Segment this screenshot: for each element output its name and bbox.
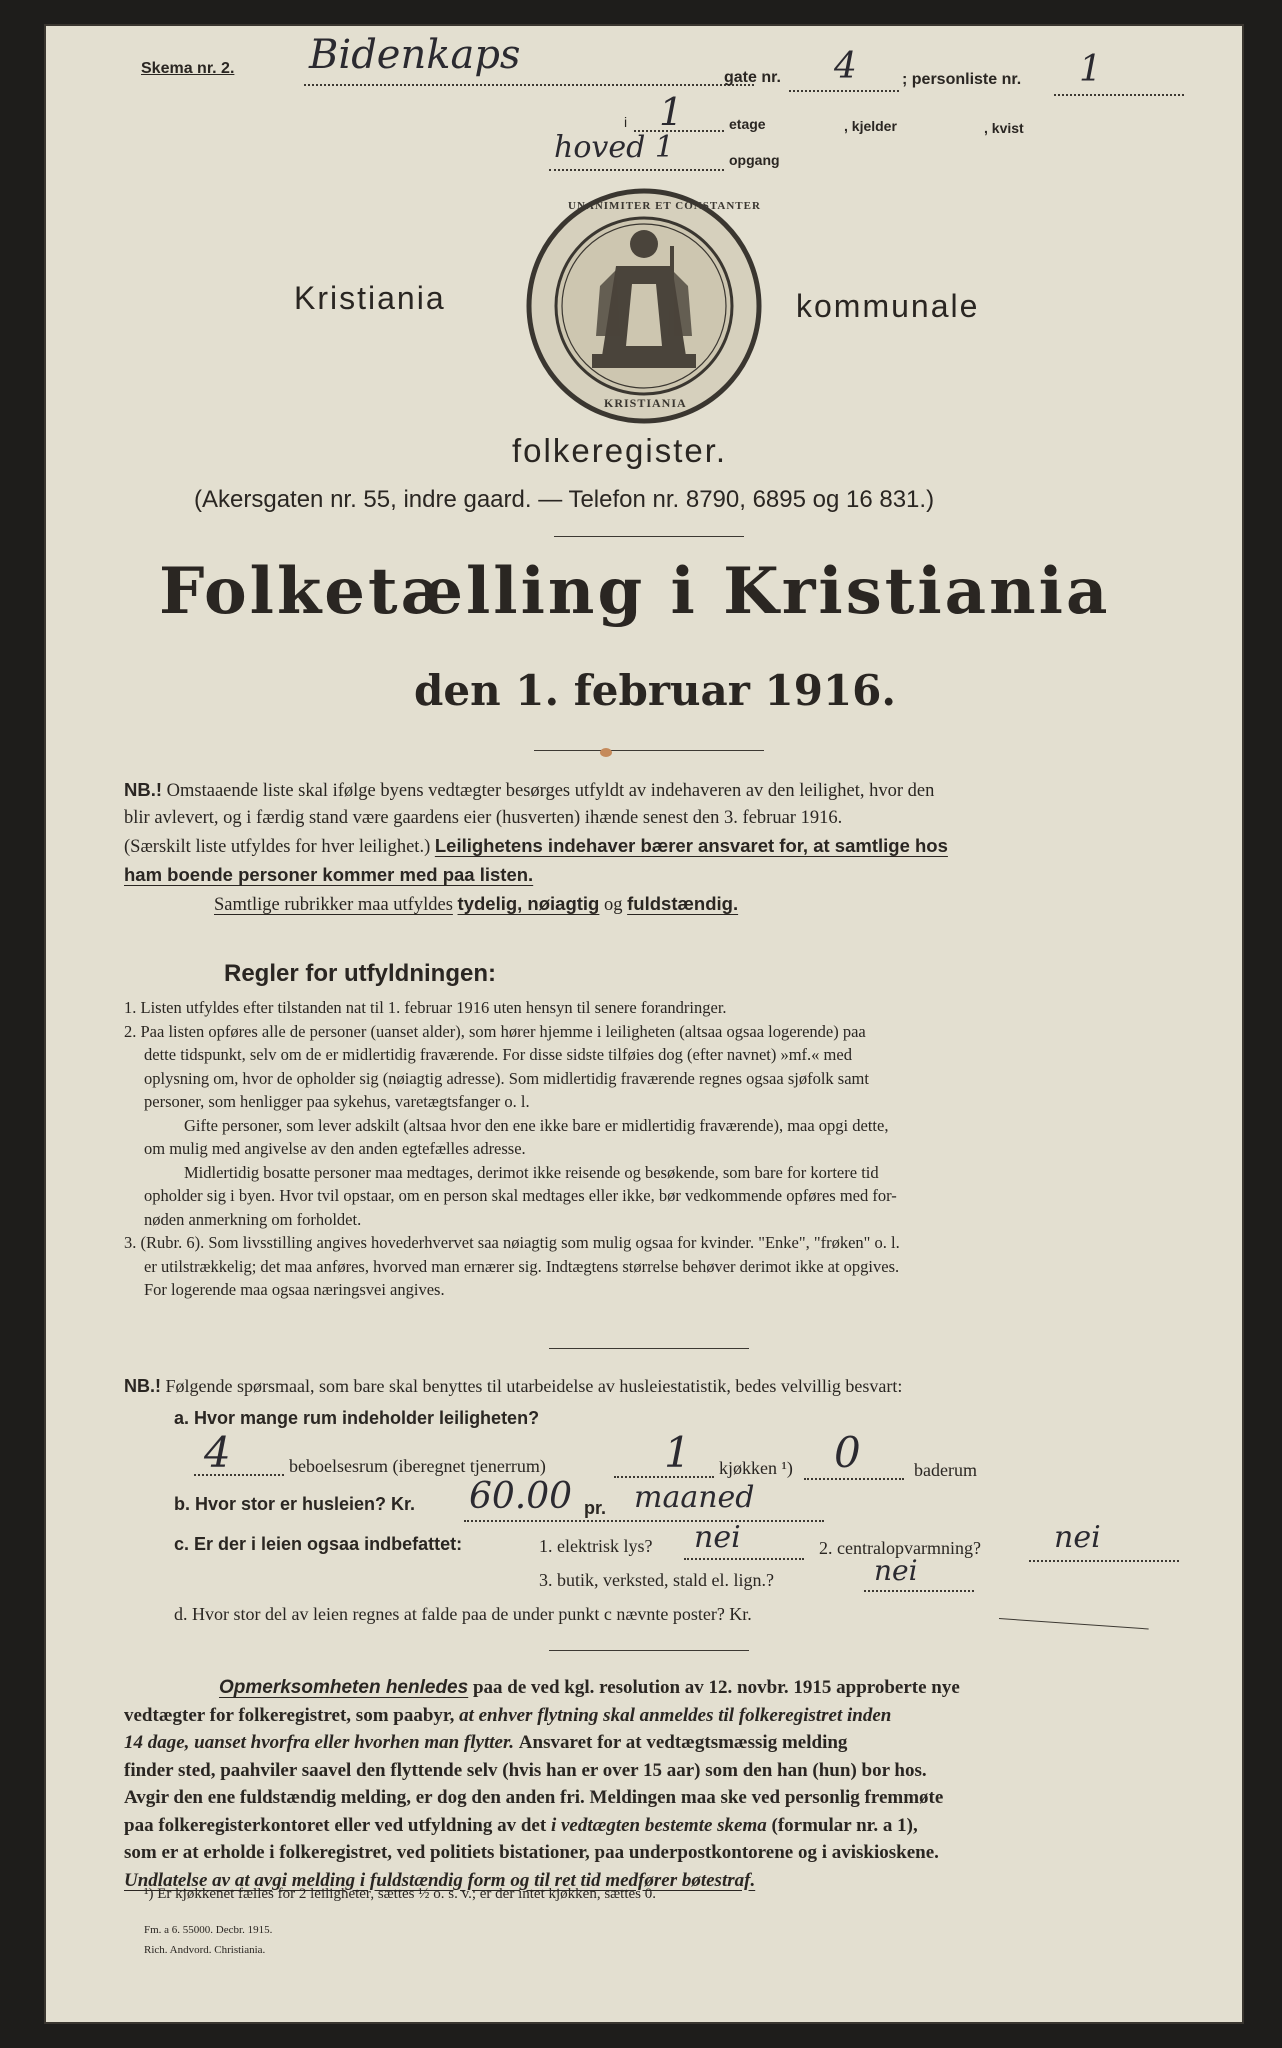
rule-2d: personer, som henligger paa sykehus, varetægtsfanger o. l.	[144, 1092, 530, 1111]
kjelder-label: , kjelder	[844, 118, 897, 134]
rooms-label: beboelsesrum (iberegnet tjenerrum)	[289, 1456, 546, 1476]
nb1-responsibility: Leilighetens indehaver bærer ansvaret for, at samtlige hos	[434, 835, 948, 856]
notice-line-2b: at enhver flytning skal anmeldes til folkeregistret inden	[459, 1704, 892, 1726]
rule-3a: 3. (Rubr. 6). Som livsstilling angives hovederhvervet saa nøiagtig som mulig ogsaa for kvinder. "Enke", "frøken" o. l.	[124, 1233, 900, 1252]
rule-2g: Midlertidig bosatte personer maa medtages, derimot ikke reisende og besøkende, som bare for kortere tid	[184, 1162, 879, 1182]
notice-line-7: som er at erholde i folkeregistret, ved politiets bistationer, paa underpostkontorene og i aviskioskene.	[124, 1842, 939, 1863]
c3-label: 3. butik, verksted, stald el. lign.?	[539, 1570, 774, 1590]
question-d-strike	[999, 1618, 1149, 1629]
entrance-value: hoved 1	[554, 130, 674, 165]
relocation-notice	[124, 1674, 1184, 1894]
nb2-label: NB.!	[124, 1376, 161, 1396]
stain-mark	[600, 748, 612, 757]
kommunale-label: kommunale	[796, 288, 980, 324]
nb1-line-2: blir avlevert, og i færdig stand være gaardens eier (husverten) ihænde senest den 3. februar 1916.	[124, 808, 843, 828]
nb1-responsibility-2: ham boende personer kommer med paa listen.	[124, 864, 534, 885]
question-b: b. Hvor stor er husleien? Kr.	[174, 1494, 416, 1514]
rule-2f: om mulig med angivelse av den anden egtefælles adresse.	[144, 1139, 526, 1158]
street-handwritten: Bidenkaps	[309, 32, 521, 78]
nb1-label: NB.!	[124, 779, 163, 800]
rule-2i: nøden anmerkning om forholdet.	[144, 1209, 362, 1229]
notice-line-3b: Ansvaret for at vedtægtsmæssig melding	[518, 1732, 848, 1753]
floor-value: 1	[659, 90, 684, 134]
notice-line-2a: vedtægter for folkeregistret, som paabyr,	[124, 1704, 455, 1726]
nb1-line-3: (Særskilt liste utfyldes for hver leilighet.)	[124, 837, 431, 857]
rule-3c: For logerende maa ogsaa næringsvei angives.	[144, 1280, 445, 1299]
kitchen-value: 1	[664, 1428, 691, 1477]
notice-line-8: Undlatelse av at avgi melding i fuldstændig form og til ret tid medfører bøtestraf.	[124, 1869, 756, 1891]
rule-2c: oplysning om, hvor de opholder sig (nøiagtig adresse). Som midlertidig fraværende regnes ogsaa sjøfolk samt	[144, 1068, 869, 1088]
kvist-label: , kvist	[984, 120, 1024, 136]
c3-value: nei	[874, 1554, 918, 1587]
notice-line-6a: paa folkeregisterkontoret eller ved utfyldning av det	[124, 1814, 547, 1836]
census-form-page	[44, 24, 1244, 2024]
rule-2b: dette tidspunkt, selv om de er midlertidig fraværende. For disse sidste tilføies dog (efter navnet) »mf.« med	[144, 1045, 852, 1064]
gate-nr-label: gate nr.	[724, 69, 781, 86]
c2-value: nei	[1054, 1520, 1101, 1555]
seal-top-text: UNANIMITER ET CONSTANTER	[568, 200, 761, 212]
notice-line-6c: (formular nr. a 1),	[771, 1814, 918, 1836]
rule-2e: Gifte personer, som lever adskilt (altsaa hvor den ene ikke bare er midlertidig fraværende), maa opgi dette,	[184, 1115, 889, 1135]
nb2-intro	[124, 1376, 902, 1397]
printer-line-2: Rich. Andvord. Christiania.	[144, 1944, 266, 1956]
city-seal-icon	[524, 186, 764, 426]
page-title: Folketælling i Kristiania	[159, 554, 1111, 629]
page-date: den 1. februar 1916.	[414, 666, 897, 715]
notice-line-3a: 14 dage, uanset hvorfra eller hvorhen man flytter.	[124, 1732, 515, 1753]
notice-line-4: finder sted, paahviler saavel den flyttende selv (hvis han er over 15 aar) som den han (hun) bor hos.	[124, 1759, 927, 1781]
city-label: Kristiania	[294, 280, 446, 316]
seal-bottom-text: KRISTIANIA	[604, 396, 687, 410]
question-c: c. Er der i leien ogsaa indbefattet:	[174, 1534, 463, 1554]
notice-lead: Opmerksomheten henledes	[219, 1677, 469, 1698]
nb1-bold-2: fuldstændig.	[627, 893, 739, 914]
bath-label: baderum	[914, 1460, 977, 1480]
c1-label: 1. elektrisk lys?	[539, 1536, 653, 1556]
personliste-value: 1	[1079, 49, 1102, 90]
question-a: a. Hvor mange rum indeholder leiligheten?	[174, 1408, 540, 1428]
nb1-bold-1: tydelig, nøiagtig	[457, 893, 600, 914]
schema-number: Skema nr. 2.	[141, 60, 235, 77]
rule-1: 1. Listen utfyldes efter tilstanden nat til 1. februar 1916 uten hensyn til senere forandringer.	[124, 998, 727, 1017]
rooms-value: 4	[204, 1428, 231, 1477]
floor-prefix: i	[624, 114, 628, 130]
c2-label: 2. centralopvarmning?	[819, 1538, 981, 1558]
nb1-notice	[124, 776, 1164, 919]
rules-list	[124, 996, 1164, 1302]
rent-value: 60.00	[469, 1476, 573, 1517]
notice-line-1: paa de ved kgl. resolution av 12. novbr. 1915 approberte nye	[472, 1677, 960, 1698]
nb1-line-1: Omstaaende liste skal ifølge byens vedtægter besørges utfyldt av indehaveren av den leilighet, hvor den	[166, 781, 935, 801]
footnote: ¹) Er kjøkkenet fælles for 2 leiligheter, sættes ½ o. s. v.; er der intet kjøkken, sættes 0.	[144, 1886, 656, 1902]
office-address: (Akersgaten nr. 55, indre gaard. — Telefon nr. 8790, 6895 og 16 831.)	[194, 486, 935, 513]
nb1-line-5: Samtlige rubrikker maa utfyldes	[214, 895, 453, 915]
rent-period: maaned	[634, 1480, 755, 1515]
printer-line-1: Fm. a 6. 55000. Decbr. 1915.	[144, 1924, 273, 1936]
nb1-og: og	[604, 895, 623, 915]
rule-2h: opholder sig i byen. Hvor tvil opstaar, om en person skal medtages eller ikke, bør vedkommende opføres med for-	[144, 1186, 897, 1205]
c1-value: nei	[694, 1520, 741, 1555]
nb2-text: Følgende spørsmaal, som bare skal benyttes til utarbeidelse av husleiestatistik, bedes velvillig besvart:	[165, 1376, 903, 1396]
gate-nr-value: 4	[834, 46, 857, 87]
folkeregister-label: folkeregister.	[512, 432, 728, 469]
rule-2a: 2. Paa listen opføres alle de personer (uanset alder), som hører hjemme i leiligheten (altsaa ogsaa logerende) paa	[124, 1021, 866, 1041]
opgang-label: opgang	[729, 152, 780, 168]
notice-line-6b: i vedtægten bestemte skema	[550, 1814, 767, 1836]
rent-per: pr.	[584, 1498, 607, 1518]
kitchen-label: kjøkken ¹)	[719, 1458, 793, 1478]
notice-line-5: Avgir den ene fuldstændig melding, er dog den anden fri. Meldingen maa ske ved personlig fremmøte	[124, 1787, 944, 1808]
bath-value: 0	[834, 1428, 861, 1477]
rule-3b: er utilstrækkelig; det maa anføres, hvorved man ernærer sig. Indtægtens størrelse behøver derimot ikke at opgives.	[144, 1256, 900, 1276]
question-d: d. Hvor stor del av leien regnes at falde paa de under punkt c nævnte poster? Kr.	[174, 1604, 752, 1624]
rules-heading: Regler for utfyldningen:	[224, 960, 496, 987]
etage-label: etage	[729, 116, 766, 132]
personliste-label: ; personliste nr.	[902, 71, 1022, 88]
